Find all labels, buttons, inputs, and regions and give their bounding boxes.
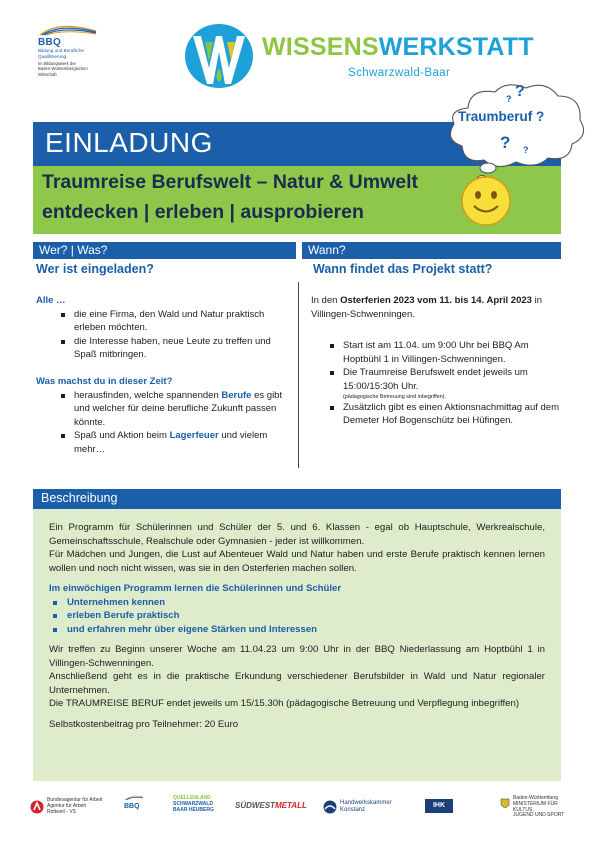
wann-item-3: Zusätzlich gibt es einen Aktionsnachmittag auf dem Demeter Hof Bogenschütz bei Hüfingen. [343, 401, 559, 427]
arbeit-line-1: Bundesagentur für Arbeit [47, 797, 103, 803]
list-item [333, 401, 565, 428]
bullet-icon [61, 313, 65, 317]
footer-bbq-logo [124, 794, 164, 811]
cloud-q-3: ? [500, 133, 511, 152]
wann-item-1: Start ist am 11.04. um 9:00 Uhr bei BBQ Am Hoptbühl 1 in Villingen-Schwenningen. [343, 340, 529, 365]
bbq-title: BBQ [38, 37, 62, 48]
bw-line-1: Baden-Württemberg [513, 795, 559, 801]
list-item [53, 596, 545, 610]
bullet-icon [53, 628, 57, 632]
event-tagline: entdecken | erleben | ausprobieren [42, 201, 364, 223]
cloud-q-2: ? [515, 83, 525, 100]
wann-list [333, 339, 565, 428]
arbeit-line-2: Agentur für Arbeit [47, 802, 86, 809]
besch-p4: Anschließend geht es in die praktische Erkundung verschiedener Berufsbilder in Wald und Natur regionaler Unternehmen. [49, 671, 545, 696]
was-item-1a: herausfinden, welche spannenden [74, 389, 222, 401]
berufe-highlight: Berufe [221, 389, 252, 401]
bullet-icon [61, 394, 65, 398]
wann-header: Wann? [302, 242, 561, 259]
alle-heading: Alle … [36, 295, 66, 306]
wann-item-2: Die Traumreise Berufswelt endet jeweils um 15:00/15:30h Uhr. [343, 367, 528, 392]
hwk-logo [323, 800, 403, 814]
partner-logos [30, 794, 570, 824]
wann-intro [311, 294, 565, 321]
arbeitsagentur-logo [30, 798, 110, 815]
event-title: Traumreise Berufswelt – Natur & Umwelt [42, 171, 419, 193]
brand-subtitle: Schwarzwald-Baar [348, 67, 451, 79]
beschreibung-header: Beschreibung [33, 489, 561, 509]
program-list [53, 596, 545, 637]
besch-p6: Selbstkostenbeitrag pro Teilnehmer: 20 Euro [49, 718, 239, 730]
bbq-line-2: Qualifizierung [38, 53, 67, 59]
brand-part-2: WERKSTATT [378, 33, 534, 61]
bullet-icon [61, 434, 65, 438]
list-item [64, 429, 294, 456]
program-heading: Im einwöchigen Programm lernen die Schülerinnen und Schüler [49, 583, 342, 594]
wann-intro-a: In den [311, 295, 341, 306]
beschreibung-body [33, 509, 561, 781]
program-item-2: erleben Berufe praktisch [67, 610, 180, 621]
cloud-word: Traumberuf ? [458, 109, 545, 124]
page-title: EINLADUNG [45, 127, 213, 158]
alle-item-1: die eine Firma, den Wald und Natur praktisch erleben möchten. [74, 308, 265, 334]
hwk-line-1: Handwerkskammer [340, 800, 392, 806]
bw-ministry-logo [500, 796, 570, 819]
besch-p3: Wir treffen zu Beginn unserer Woche am 11.04.23 um 9:00 Uhr in der BBQ Niederlassung am Hoptbühl 1 in Villingen-Schwenningen. [49, 644, 545, 669]
was-item-1c: es gibt und welcher für deine berufliche Zukunft passen könnte. [74, 389, 283, 428]
wissenswerkstatt-logo-icon [183, 22, 255, 90]
was-list [64, 389, 294, 457]
list-item [64, 308, 294, 335]
bbq-line-1: Bildung und Berufliche [38, 48, 84, 53]
suedwestmetall-logo [235, 803, 307, 809]
bullet-icon [61, 340, 65, 344]
program-item-3: und erfahren mehr über eigene Stärken und Interessen [67, 623, 318, 635]
list-item [64, 335, 294, 362]
wann-item-2-note: (pädagogische Betreuung sind inbegriffen). [343, 393, 446, 400]
quellenland-logo [173, 796, 225, 813]
brand-part-1: WISSENS [262, 33, 379, 61]
ihk-logo: IHK [425, 799, 453, 813]
bullet-icon [53, 614, 57, 618]
wer-header: Wer? | Was? [33, 242, 296, 259]
list-item [333, 339, 565, 366]
footer-bbq-title: BBQ [124, 802, 140, 810]
wann-dates: Osterferien 2023 vom 11. bis 14. April 2023 [340, 295, 532, 306]
list-item [53, 609, 545, 623]
cloud-q-1: ? [506, 94, 512, 104]
quellenland-line-3: BAAR HEUBERG [173, 806, 214, 813]
besch-p5: Die TRAUMREISE BERUF endet jeweils um 15/15.30h (pädagogische Betreuung und Verpflegung inbegriffen) [49, 698, 520, 709]
column-divider [298, 282, 299, 468]
alle-list [64, 308, 294, 362]
hwk-line-2: Konstanz [340, 807, 366, 813]
wann-subheading: Wann findet das Projekt statt? [313, 262, 493, 276]
wann-content [311, 294, 565, 428]
besch-p1: Ein Programm für Schülerinnen und Schüler der 5. und 6. Klassen - egal ob Hauptschule, Werkrealschule, Gemeinschaftsschule, Realschule oder Gymnasien - jeder ist willkommen. [49, 522, 545, 547]
bullet-icon [330, 371, 334, 375]
list-item [64, 389, 294, 430]
was-item-2c: und vielem mehr… [74, 430, 268, 455]
footer-bbq-arcs-icon [124, 794, 144, 800]
wann-intro-c: in Villingen-Schwenningen. [311, 295, 542, 320]
wer-content [36, 294, 294, 457]
smiley-icon [460, 175, 512, 227]
bw-crest-icon [500, 798, 510, 810]
bullet-icon [330, 344, 334, 348]
brand-title [262, 33, 534, 62]
quellenland-line-2: SCHWARZWALD [173, 800, 213, 807]
bw-line-2: MINISTERIUM FÜR KULTUS, [513, 800, 558, 813]
wer-subheading: Wer ist eingeladen? [36, 262, 154, 276]
suedwest-text: SÜDWEST [235, 801, 275, 810]
bbq-logo [38, 22, 133, 77]
hwk-icon [323, 800, 337, 814]
bbq-sub-3: Wirtschaft [38, 71, 57, 77]
program-item-1: Unternehmen kennen [67, 596, 166, 608]
was-heading: Was machst du in dieser Zeit? [36, 375, 173, 387]
metall-text: METALL [275, 801, 307, 810]
bw-line-3: JUGEND UND SPORT [513, 812, 565, 819]
lagerfeuer-highlight: Lagerfeuer [169, 430, 219, 442]
quellenland-line-1: QUELLENLAND [173, 795, 211, 801]
bbq-sub-1: Im Bildungswerk der [38, 61, 76, 67]
bbq-arcs-icon [38, 22, 98, 36]
cloud-q-4: ? [523, 145, 529, 155]
besch-p2: Für Mädchen und Jungen, die Lust auf Abenteuer Wald und Natur haben und erste Berufe praktisch kennen lernen wollen und noch nicht wissen, was sie in den Osterferien machen sollen. [49, 549, 545, 574]
arbeit-line-3: Rottweil - VS [47, 808, 76, 815]
bbq-sub-2: Baden-Württembergischen [38, 66, 88, 72]
was-item-2a: Spaß und Aktion beim [74, 430, 170, 442]
list-item [333, 366, 565, 400]
list-item [53, 623, 545, 637]
alle-item-2: die Interesse haben, neue Leute zu treffen und Spaß mitbringen. [74, 335, 271, 361]
bullet-icon [53, 601, 57, 605]
arbeitsagentur-icon [30, 800, 44, 814]
bullet-icon [330, 406, 334, 410]
